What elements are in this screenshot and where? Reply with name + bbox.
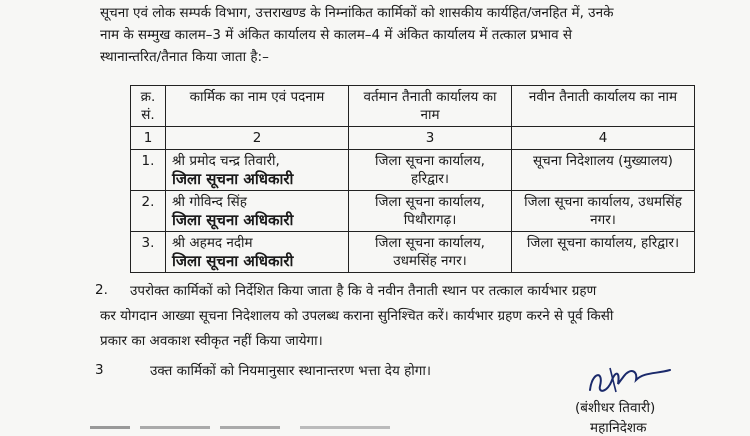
table-row [131, 150, 695, 191]
row-employee [166, 191, 349, 232]
row-sn: 1. [131, 150, 166, 191]
header-name: कार्मिक का नाम एवं पदनाम [166, 86, 349, 127]
column-number-row [131, 127, 695, 150]
row-new-office: जिला सूचना कार्यालय, हरिद्वार। [512, 232, 695, 273]
intro-line: नाम के सम्मुख कालम–3 में अंकित कार्यालय से कालम–4 में अंकित कार्यालय में तत्काल प्रभाव से [100, 27, 573, 43]
employee-name: श्री प्रमोद चन्द्र तिवारी, [172, 153, 280, 169]
employee-post: जिला सूचना अधिकारी [172, 170, 294, 188]
row-employee [166, 232, 349, 273]
employee-name: श्री अहमद नदीम [172, 235, 253, 251]
row-sn: 3. [131, 232, 166, 273]
signatory-designation: महानिदेशक [590, 420, 647, 436]
signatory-name: (बंशीधर तिवारी) [575, 400, 656, 416]
employee-post: जिला सूचना अधिकारी [172, 211, 294, 229]
para2-line: कर योगदान आख्या सूचना निदेशालय को उपलब्ध कराना सुनिश्चित करें। कार्यभार ग्रहण करने से पूर्व किसी [100, 308, 614, 324]
row-current-office: जिला सूचना कार्यालय, हरिद्वार। [349, 150, 512, 191]
table-row [131, 232, 695, 273]
intro-paragraph [100, 2, 720, 68]
table-row [131, 191, 695, 232]
row-current-office: जिला सूचना कार्यालय, पिथौरागढ़। [349, 191, 512, 232]
signature-mark [560, 362, 700, 402]
intro-line: सूचना एवं लोक सम्पर्क विभाग, उत्तराखण्ड के निम्नांकित कार्मिकों को शासकीय कार्यहित/जनहित में, उनके [100, 5, 614, 21]
header-new: नवीन तैनाती कार्यालय का नाम [512, 86, 695, 127]
para3-text: उक्त कार्मिकों को नियमानुसार स्थानान्तरण भत्ता देय होगा। [150, 363, 431, 379]
para2-line: प्रकार का अवकाश स्वीकृत नहीं किया जायेगा। [100, 333, 323, 349]
header-sn: क्र. सं. [131, 86, 166, 127]
employee-name: श्री गोविन्द सिंह [172, 194, 247, 210]
para2-number: 2. [95, 282, 108, 298]
col-number: 2 [166, 127, 349, 150]
col-number: 4 [512, 127, 695, 150]
transfer-table [130, 85, 695, 273]
row-sn: 2. [131, 191, 166, 232]
row-new-office: जिला सूचना कार्यालय, उधमसिंह नगर। [512, 191, 695, 232]
intro-line: स्थानान्तरित/तैनात किया जाता है:– [100, 49, 269, 65]
header-current: वर्तमान तैनाती कार्यालय का नाम [349, 86, 512, 127]
para2-line: उपरोक्त कार्मिकों को निर्देशित किया जाता है कि वे नवीन तैनाती स्थान पर तत्काल कार्यभार ग्रहण [130, 283, 597, 299]
col-number: 1 [131, 127, 166, 150]
row-employee [166, 150, 349, 191]
employee-post: जिला सूचना अधिकारी [172, 252, 294, 270]
row-new-office: सूचना निदेशालय (मुख्यालय) [512, 150, 695, 191]
table-header-row [131, 86, 695, 127]
col-number: 3 [349, 127, 512, 150]
para3-number: 3 [95, 362, 104, 378]
cropped-text-line [90, 424, 450, 430]
row-current-office: जिला सूचना कार्यालय, उधमसिंह नगर। [349, 232, 512, 273]
